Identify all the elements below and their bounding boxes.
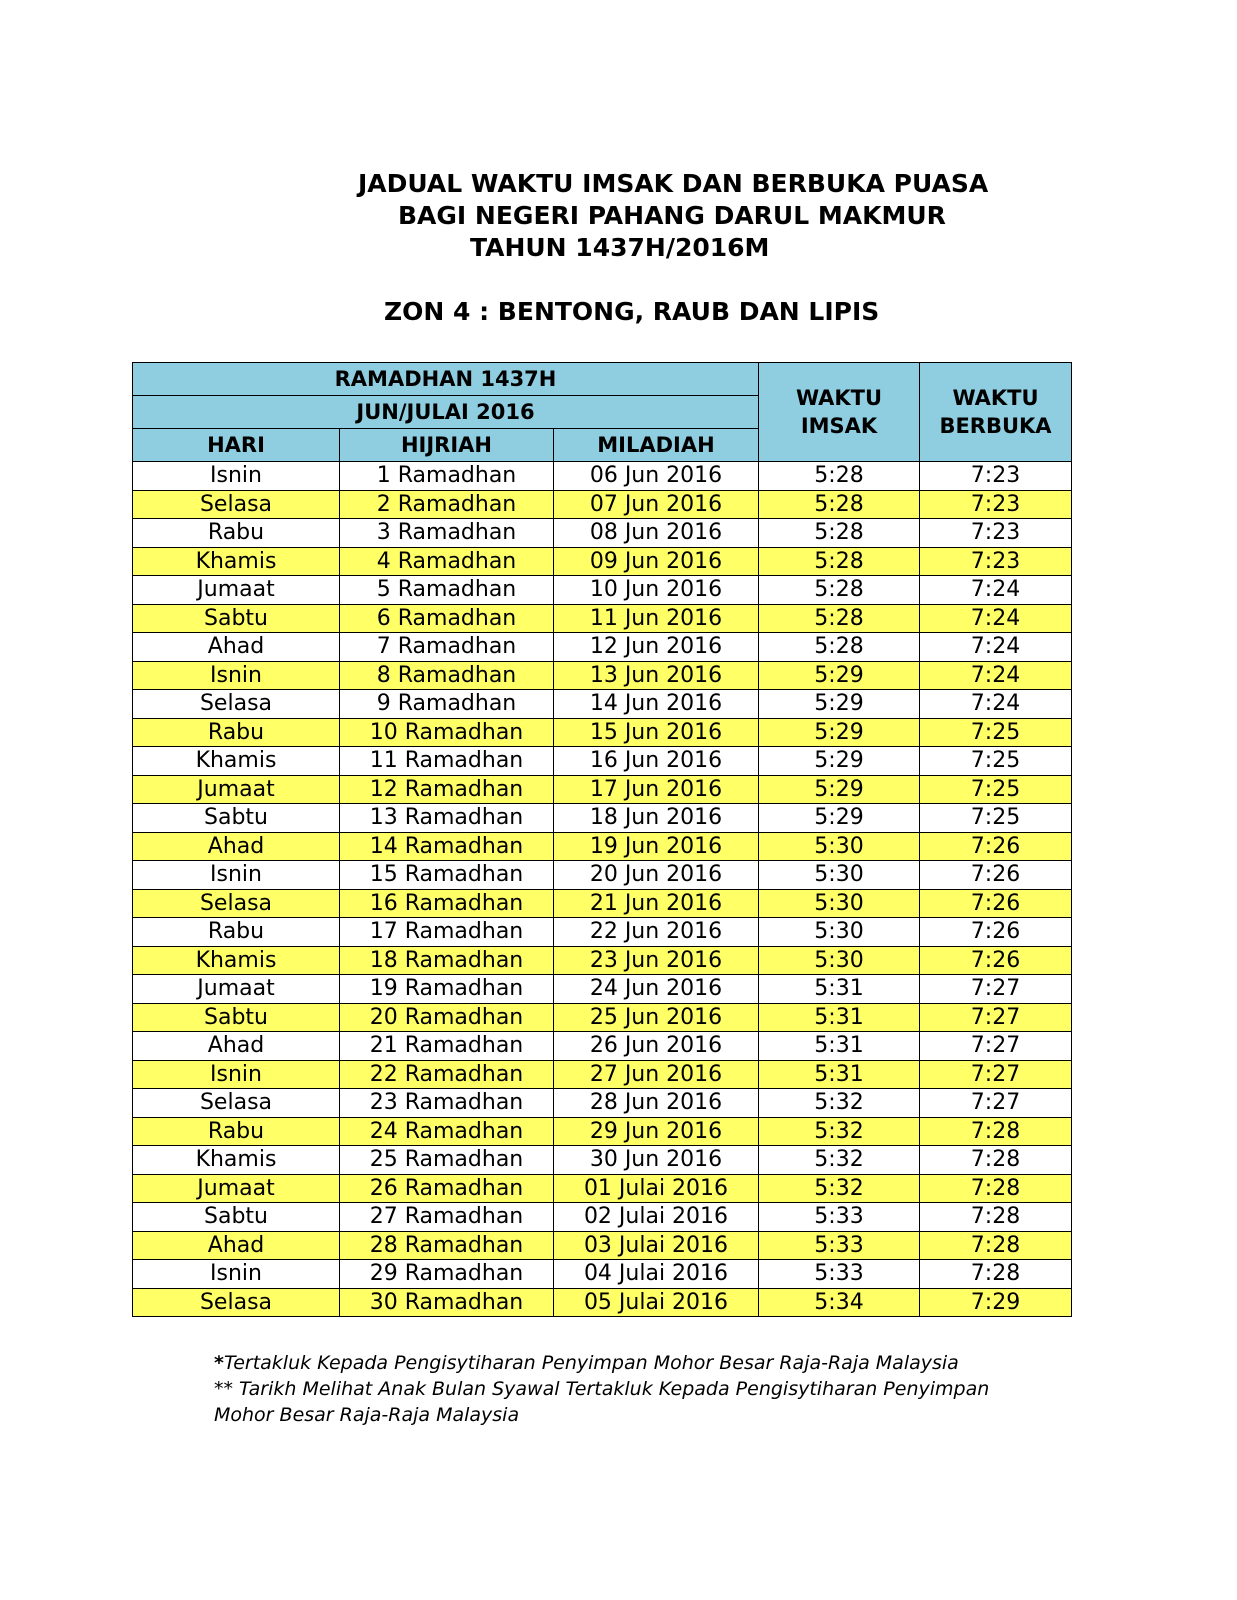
cell-miladiah: 22 Jun 2016 [554,918,759,947]
table-row [133,861,1072,890]
table-row [133,946,1072,975]
cell-imsak: 5:32 [759,1146,920,1175]
cell-hari: Isnin [133,1260,340,1289]
cell-berbuka: 7:25 [920,775,1072,804]
cell-berbuka: 7:27 [920,1032,1072,1061]
cell-hijriah: 2 Ramadhan [340,490,554,519]
table-row [133,519,1072,548]
table-row [133,1231,1072,1260]
table-row [133,718,1072,747]
cell-hari: Rabu [133,918,340,947]
header-berbuka-line1: WAKTU [952,386,1039,410]
footnote-star: * [214,1352,224,1374]
cell-miladiah: 29 Jun 2016 [554,1117,759,1146]
table-row [133,547,1072,576]
header-miladiah: MILADIAH [554,429,759,462]
cell-miladiah: 08 Jun 2016 [554,519,759,548]
cell-berbuka: 7:26 [920,832,1072,861]
title-line-2: BAGI NEGERI PAHANG DARUL MAKMUR [398,201,946,230]
cell-hijriah: 8 Ramadhan [340,661,554,690]
cell-hari: Isnin [133,462,340,491]
cell-miladiah: 21 Jun 2016 [554,889,759,918]
cell-hijriah: 22 Ramadhan [340,1060,554,1089]
cell-miladiah: 12 Jun 2016 [554,633,759,662]
cell-hari: Isnin [133,861,340,890]
cell-berbuka: 7:24 [920,576,1072,605]
cell-hari: Khamis [133,547,340,576]
cell-hari: Rabu [133,519,340,548]
cell-miladiah: 18 Jun 2016 [554,804,759,833]
header-imsak-line1: WAKTU [795,386,883,410]
cell-hari: Jumaat [133,1174,340,1203]
cell-imsak: 5:32 [759,1117,920,1146]
cell-miladiah: 10 Jun 2016 [554,576,759,605]
table-row [133,633,1072,662]
header-berbuka-line2: BERBUKA [939,414,1052,438]
cell-hijriah: 23 Ramadhan [340,1089,554,1118]
cell-miladiah: 28 Jun 2016 [554,1089,759,1118]
cell-miladiah: 05 Julai 2016 [554,1288,759,1317]
cell-miladiah: 11 Jun 2016 [554,604,759,633]
cell-hijriah: 7 Ramadhan [340,633,554,662]
table-row [133,1060,1072,1089]
table-row [133,832,1072,861]
zone-title: ZON 4 : BENTONG, RAUB DAN LIPIS [384,297,880,326]
cell-miladiah: 09 Jun 2016 [554,547,759,576]
cell-berbuka: 7:23 [920,547,1072,576]
cell-imsak: 5:30 [759,918,920,947]
cell-imsak: 5:28 [759,462,920,491]
cell-miladiah: 20 Jun 2016 [554,861,759,890]
cell-hijriah: 5 Ramadhan [340,576,554,605]
cell-hijriah: 19 Ramadhan [340,975,554,1004]
cell-hijriah: 13 Ramadhan [340,804,554,833]
cell-berbuka: 7:28 [920,1174,1072,1203]
cell-hijriah: 12 Ramadhan [340,775,554,804]
cell-hari: Sabtu [133,804,340,833]
cell-hari: Selasa [133,1089,340,1118]
table-row [133,747,1072,776]
cell-imsak: 5:29 [759,747,920,776]
cell-berbuka: 7:28 [920,1203,1072,1232]
cell-hijriah: 15 Ramadhan [340,861,554,890]
cell-imsak: 5:28 [759,604,920,633]
cell-imsak: 5:28 [759,576,920,605]
cell-hijriah: 3 Ramadhan [340,519,554,548]
header-waktu-imsak [759,363,920,462]
cell-hijriah: 25 Ramadhan [340,1146,554,1175]
cell-hijriah: 1 Ramadhan [340,462,554,491]
cell-hijriah: 30 Ramadhan [340,1288,554,1317]
cell-berbuka: 7:25 [920,747,1072,776]
title-line-3: TAHUN 1437H/2016M [470,233,770,262]
cell-berbuka: 7:24 [920,633,1072,662]
cell-hari: Selasa [133,1288,340,1317]
table-row [133,1260,1072,1289]
cell-imsak: 5:29 [759,804,920,833]
cell-berbuka: 7:23 [920,462,1072,491]
cell-hari: Sabtu [133,604,340,633]
cell-hari: Jumaat [133,775,340,804]
cell-berbuka: 7:25 [920,718,1072,747]
table-row [133,490,1072,519]
cell-miladiah: 04 Julai 2016 [554,1260,759,1289]
cell-hari: Jumaat [133,576,340,605]
cell-hijriah: 4 Ramadhan [340,547,554,576]
cell-hijriah: 10 Ramadhan [340,718,554,747]
cell-imsak: 5:34 [759,1288,920,1317]
cell-imsak: 5:28 [759,547,920,576]
cell-miladiah: 30 Jun 2016 [554,1146,759,1175]
cell-berbuka: 7:29 [920,1288,1072,1317]
cell-berbuka: 7:26 [920,861,1072,890]
title-line-1: JADUAL WAKTU IMSAK DAN BERBUKA PUASA [358,169,989,198]
cell-imsak: 5:33 [759,1260,920,1289]
header-hari: HARI [133,429,340,462]
cell-hari: Ahad [133,1032,340,1061]
cell-miladiah: 14 Jun 2016 [554,690,759,719]
header-imsak-line2: IMSAK [800,414,878,438]
table-row [133,975,1072,1004]
cell-hari: Rabu [133,1117,340,1146]
table-row [133,690,1072,719]
cell-miladiah: 01 Julai 2016 [554,1174,759,1203]
cell-berbuka: 7:23 [920,490,1072,519]
cell-berbuka: 7:27 [920,1003,1072,1032]
cell-hari: Khamis [133,1146,340,1175]
cell-miladiah: 27 Jun 2016 [554,1060,759,1089]
cell-hijriah: 27 Ramadhan [340,1203,554,1232]
cell-hijriah: 6 Ramadhan [340,604,554,633]
cell-hari: Sabtu [133,1003,340,1032]
table-row [133,1288,1072,1317]
cell-berbuka: 7:24 [920,604,1072,633]
table-row [133,889,1072,918]
table-row [133,1203,1072,1232]
table-row [133,918,1072,947]
cell-hari: Sabtu [133,1203,340,1232]
cell-imsak: 5:29 [759,690,920,719]
table-row [133,462,1072,491]
footnote-2-cont: Mohor Besar Raja-Raja Malaysia [214,1404,520,1426]
cell-hari: Ahad [133,1231,340,1260]
cell-hari: Ahad [133,832,340,861]
cell-miladiah: 02 Julai 2016 [554,1203,759,1232]
cell-miladiah: 24 Jun 2016 [554,975,759,1004]
cell-hijriah: 14 Ramadhan [340,832,554,861]
header-months: JUN/JULAI 2016 [133,396,759,429]
cell-hari: Jumaat [133,975,340,1004]
footnote-1-text: Tertakluk Kepada Pengisytiharan Penyimpan Mohor Besar Raja-Raja Malaysia [223,1352,959,1374]
cell-hari: Ahad [133,633,340,662]
cell-imsak: 5:29 [759,775,920,804]
cell-hari: Khamis [133,747,340,776]
cell-berbuka: 7:26 [920,946,1072,975]
cell-imsak: 5:31 [759,975,920,1004]
cell-berbuka: 7:26 [920,889,1072,918]
table-row [133,804,1072,833]
cell-imsak: 5:32 [759,1089,920,1118]
cell-berbuka: 7:28 [920,1260,1072,1289]
cell-miladiah: 06 Jun 2016 [554,462,759,491]
cell-miladiah: 25 Jun 2016 [554,1003,759,1032]
cell-hijriah: 29 Ramadhan [340,1260,554,1289]
cell-hijriah: 17 Ramadhan [340,918,554,947]
cell-imsak: 5:30 [759,832,920,861]
table-header [133,363,1072,462]
cell-hari: Selasa [133,490,340,519]
cell-hari: Rabu [133,718,340,747]
cell-imsak: 5:33 [759,1203,920,1232]
cell-berbuka: 7:27 [920,975,1072,1004]
cell-imsak: 5:28 [759,519,920,548]
footnote-1 [214,1350,1114,1376]
cell-imsak: 5:31 [759,1060,920,1089]
cell-berbuka: 7:27 [920,1060,1072,1089]
cell-berbuka: 7:23 [920,519,1072,548]
cell-hijriah: 26 Ramadhan [340,1174,554,1203]
cell-berbuka: 7:25 [920,804,1072,833]
cell-berbuka: 7:26 [920,918,1072,947]
cell-hari: Khamis [133,946,340,975]
cell-hari: Selasa [133,690,340,719]
cell-imsak: 5:30 [759,946,920,975]
cell-miladiah: 07 Jun 2016 [554,490,759,519]
cell-berbuka: 7:27 [920,1089,1072,1118]
table-row [133,1089,1072,1118]
table-row [133,1146,1072,1175]
cell-hari: Isnin [133,1060,340,1089]
cell-berbuka: 7:28 [920,1117,1072,1146]
cell-miladiah: 16 Jun 2016 [554,747,759,776]
cell-hijriah: 18 Ramadhan [340,946,554,975]
cell-miladiah: 03 Julai 2016 [554,1231,759,1260]
cell-miladiah: 13 Jun 2016 [554,661,759,690]
table-row [133,1174,1072,1203]
table-row [133,1117,1072,1146]
cell-miladiah: 15 Jun 2016 [554,718,759,747]
schedule-table [132,362,1072,1317]
table-row [133,661,1072,690]
cell-imsak: 5:32 [759,1174,920,1203]
cell-miladiah: 26 Jun 2016 [554,1032,759,1061]
cell-hijriah: 24 Ramadhan [340,1117,554,1146]
cell-miladiah: 19 Jun 2016 [554,832,759,861]
footnote-2: ** Tarikh Melihat Anak Bulan Syawal Tertakluk Kepada Pengisytiharan Penyimpan [214,1378,990,1400]
cell-berbuka: 7:24 [920,690,1072,719]
cell-hari: Isnin [133,661,340,690]
cell-imsak: 5:31 [759,1003,920,1032]
header-hijriah: HIJRIAH [340,429,554,462]
cell-miladiah: 17 Jun 2016 [554,775,759,804]
cell-hijriah: 21 Ramadhan [340,1032,554,1061]
cell-imsak: 5:31 [759,1032,920,1061]
cell-hijriah: 20 Ramadhan [340,1003,554,1032]
cell-hijriah: 9 Ramadhan [340,690,554,719]
header-waktu-berbuka [920,363,1072,462]
cell-hijriah: 11 Ramadhan [340,747,554,776]
table-row [133,1032,1072,1061]
table-row [133,576,1072,605]
cell-imsak: 5:28 [759,490,920,519]
cell-imsak: 5:30 [759,861,920,890]
cell-miladiah: 23 Jun 2016 [554,946,759,975]
cell-berbuka: 7:28 [920,1146,1072,1175]
cell-hijriah: 28 Ramadhan [340,1231,554,1260]
cell-imsak: 5:29 [759,718,920,747]
footnotes [214,1350,1114,1428]
cell-imsak: 5:30 [759,889,920,918]
cell-hari: Selasa [133,889,340,918]
cell-imsak: 5:29 [759,661,920,690]
table-body [133,462,1072,1317]
table-row [133,775,1072,804]
header-ramadhan: RAMADHAN 1437H [133,363,759,396]
cell-imsak: 5:28 [759,633,920,662]
cell-imsak: 5:33 [759,1231,920,1260]
cell-berbuka: 7:24 [920,661,1072,690]
table-row [133,604,1072,633]
cell-berbuka: 7:28 [920,1231,1072,1260]
table-row [133,1003,1072,1032]
cell-hijriah: 16 Ramadhan [340,889,554,918]
